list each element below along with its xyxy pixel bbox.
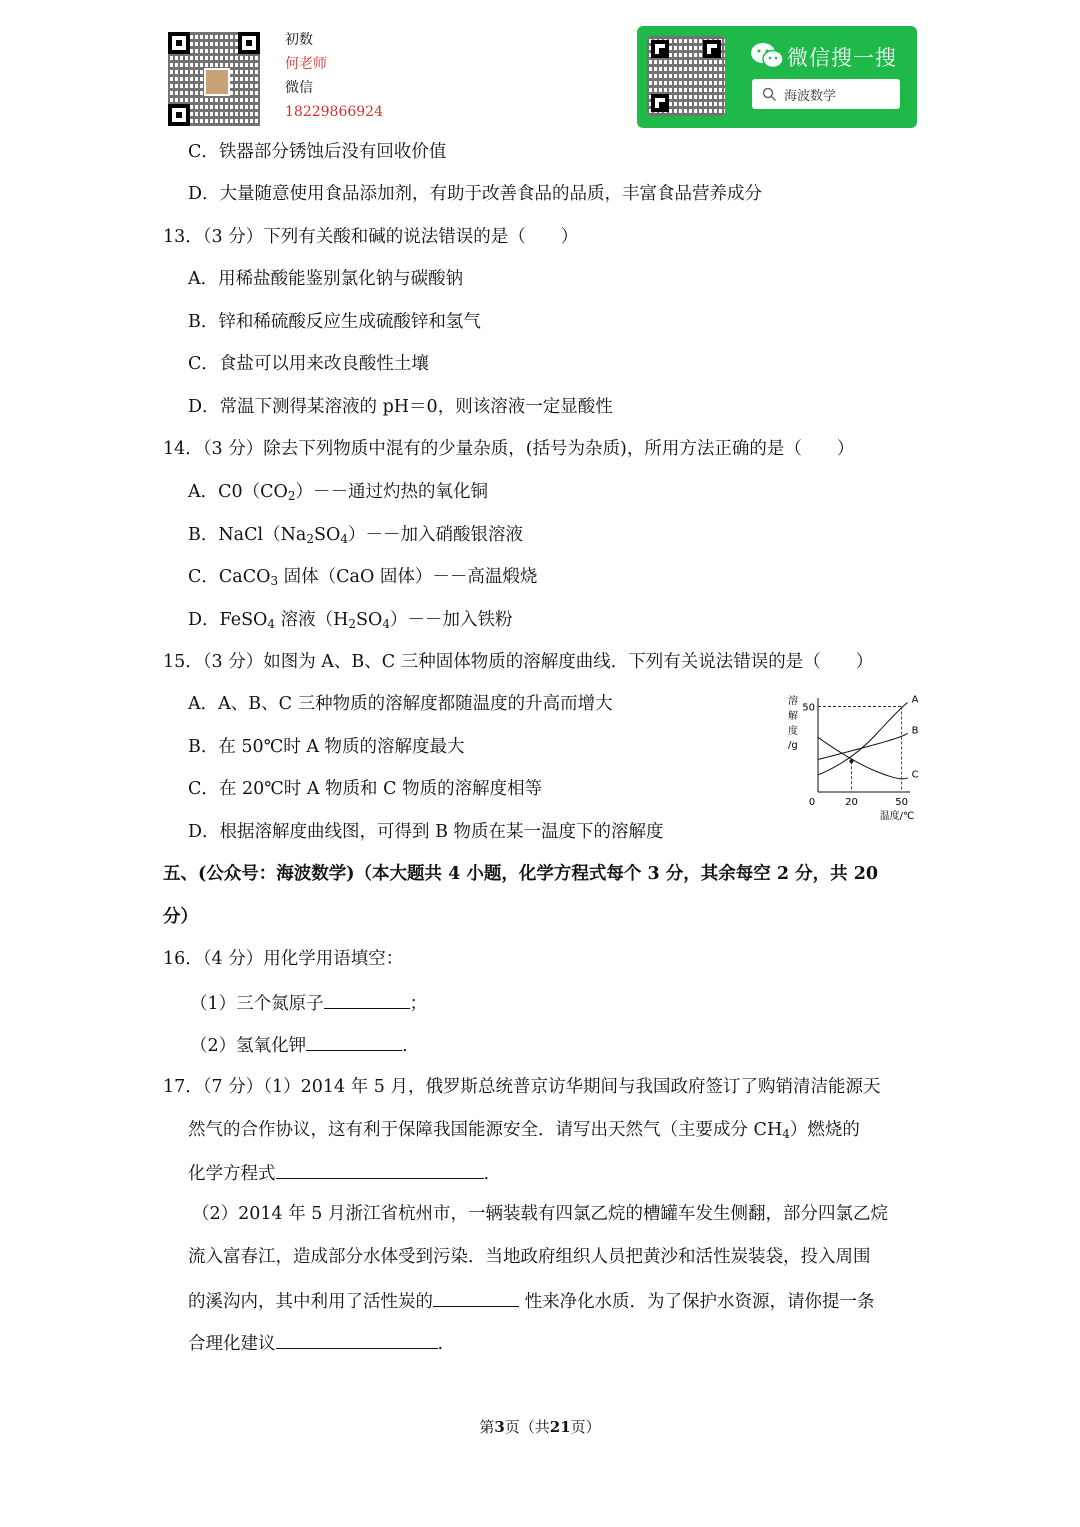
wechat-logo-icon — [750, 42, 784, 70]
section-5-heading-line-2: 分） — [163, 907, 198, 927]
q16-stem: 16．（4 分）用化学用语填空： — [163, 949, 404, 969]
teacher-info-line-1: 初数 — [285, 32, 313, 48]
q16-part-1 — [190, 990, 427, 1016]
page-footer — [0, 1416, 1080, 1437]
intersection-point — [849, 759, 853, 763]
q17-line-6-text: 的溪沟内，其中利用了活性炭的 — [188, 1292, 433, 1312]
wechat-search-box[interactable] — [752, 79, 900, 109]
q15-option-d: D．根据溶解度曲线图，可得到 B 物质在某一温度下的溶解度 — [188, 822, 664, 842]
wechat-title: 微信搜一搜 — [787, 46, 897, 70]
q13-option-b: B．锌和稀硫酸反应生成硫酸锌和氢气 — [188, 312, 481, 332]
q14-b-text-1: B．NaCl（Na — [188, 525, 307, 545]
q16-part-1-end: ； — [409, 994, 428, 1014]
footer-post: 页） — [570, 1418, 601, 1436]
y-tick-label: 50 — [802, 702, 815, 714]
q14-a-text-2: ）－－通过灼热的氧化铜 — [295, 482, 489, 502]
q17-line-2-end: ）燃烧的 — [789, 1120, 860, 1140]
chart-ylabel-2: 解 — [788, 711, 798, 722]
series-a-label: A — [911, 694, 919, 706]
q14-b-text-3: ）－－加入硝酸银溶液 — [347, 525, 523, 545]
q17-line-6-end: 性来净化水质．为了保护水资源，请你提一条 — [519, 1292, 875, 1312]
q16-part-2 — [190, 1032, 408, 1058]
q14-c-sub: 3 — [270, 574, 279, 588]
x-tick-label: 20 — [845, 797, 858, 808]
q17-line-5: 流入富春江，造成部分水体受到污染．当地政府组织人员把黄沙和活性炭装袋，投入周围 — [188, 1247, 871, 1267]
avatar — [204, 68, 230, 96]
q17-line-3-text: 化学方程式 — [188, 1164, 276, 1184]
chart-ylabel-4: /g — [788, 740, 798, 751]
q13-option-c: C．食盐可以用来改良酸性土壤 — [188, 354, 429, 374]
series-c-curve — [818, 737, 908, 779]
q17-line-7 — [188, 1330, 443, 1356]
q17-line-2-text: 然气的合作协议，这有利于保障我国能源安全．请写出天然气（主要成分 CH — [188, 1120, 783, 1140]
teacher-phone: 18229866924 — [285, 104, 383, 120]
wechat-qr-code — [647, 36, 725, 116]
q17-line-1: 17．（7 分）（1）2014 年 5 月，俄罗斯总统普京访华期间与我国政府签订了购销清洁能源天 — [163, 1077, 881, 1097]
q14-c-text-1: C．CaCO — [188, 567, 271, 587]
solubility-chart — [780, 690, 920, 826]
q14-b-sub-2: 4 — [340, 532, 348, 546]
series-c-label: C — [911, 769, 919, 781]
q14-b-sub-1: 2 — [306, 532, 314, 546]
section-5-heading-line-1: 五、(公众号：海波数学)（本大题共 4 小题，化学方程式每个 3 分，其余每空 2 分，共 20 — [163, 864, 879, 884]
answer-blank[interactable] — [306, 1032, 402, 1051]
q15-option-c: C．在 20℃时 A 物质和 C 物质的溶解度相等 — [188, 779, 543, 799]
q17-line-3-end: . — [483, 1164, 490, 1184]
q17-line-7-text: 合理化建议 — [188, 1334, 276, 1354]
footer-pre: 第 — [479, 1418, 495, 1436]
q17-line-2-sub: 4 — [782, 1127, 790, 1141]
q13-stem: 13．（3 分）下列有关酸和碱的说法错误的是（ ） — [163, 227, 579, 247]
footer-page-number: 3 — [494, 1418, 505, 1436]
q15-option-a: A．A、B、C 三种物质的溶解度都随温度的升高而增大 — [188, 694, 613, 714]
q14-option-c — [188, 565, 537, 593]
teacher-info-line-3: 微信 — [285, 80, 313, 96]
q14-d-text-4: ）－－加入铁粉 — [390, 610, 513, 630]
answer-blank[interactable] — [276, 1160, 484, 1179]
q14-d-sub-1: 4 — [267, 617, 276, 631]
search-query: 海波数学 — [784, 89, 837, 104]
wechat-search-panel — [637, 26, 917, 128]
x-tick-label: 50 — [895, 797, 909, 808]
chart-ylabel-1: 溶 — [788, 696, 798, 707]
teacher-qr-code — [168, 32, 260, 126]
answer-blank[interactable] — [433, 1288, 519, 1307]
q16-part-1-text: （1）三个氮原子 — [190, 994, 324, 1014]
q14-d-sub-3: 4 — [382, 617, 391, 631]
q14-stem: 14．（3 分）除去下列物质中混有的少量杂质，(括号为杂质)，所用方法正确的是（ ） — [163, 439, 855, 459]
q14-d-sub-2: 2 — [348, 617, 357, 631]
q15-stem: 15．（3 分）如图为 A、B、C 三种固体物质的溶解度曲线．下列有关说法错误的是（ ） — [163, 652, 874, 672]
q14-d-text-1: D．FeSO — [188, 610, 268, 630]
q14-d-text-2: 溶液（H — [275, 610, 349, 630]
q17-line-4: （2）2014 年 5 月浙江省杭州市，一辆装载有四氯乙烷的槽罐车发生侧翻，部分四氯乙烷 — [192, 1204, 888, 1224]
q13-option-a: A．用稀盐酸能鉴别氯化钠与碳酸钠 — [188, 269, 464, 289]
q12-option-d: D．大量随意使用食品添加剂，有助于改善食品的品质，丰富食品营养成分 — [188, 184, 763, 204]
answer-blank[interactable] — [276, 1330, 438, 1349]
q14-b-text-2: SO — [313, 525, 341, 545]
teacher-info — [285, 28, 383, 124]
q17-line-3 — [188, 1160, 489, 1186]
series-b-label: B — [911, 725, 919, 737]
q14-option-a — [188, 480, 488, 508]
q14-a-text-1: A．C0（CO — [188, 482, 288, 502]
q13-option-d: D．常温下测得某溶液的 pH＝0，则该溶液一定显酸性 — [188, 397, 613, 417]
q17-line-7-end: . — [437, 1334, 444, 1354]
q14-d-text-3: SO — [356, 610, 383, 630]
answer-blank[interactable] — [324, 990, 410, 1009]
q14-option-d — [188, 608, 513, 636]
chart-ylabel-3: 度 — [788, 726, 798, 737]
q16-part-2-text: （2）氢氧化钾 — [190, 1036, 307, 1056]
footer-mid: 页（共 — [504, 1418, 550, 1436]
q14-c-text-2: 固体（CaO 固体）－－高温煅烧 — [278, 567, 538, 587]
q12-option-c: C．铁器部分锈蚀后没有回收价值 — [188, 142, 447, 162]
footer-total-pages: 21 — [549, 1418, 571, 1436]
q14-option-b — [188, 523, 523, 551]
q16-part-2-end: . — [402, 1036, 408, 1056]
q14-a-sub: 2 — [287, 489, 296, 503]
q17-line-6 — [188, 1288, 875, 1314]
search-icon — [762, 87, 777, 102]
chart-xlabel: 温度/℃ — [879, 811, 915, 822]
teacher-name: 何老师 — [285, 56, 327, 72]
x-tick-label: 0 — [808, 797, 816, 808]
q17-line-2 — [188, 1118, 860, 1146]
q15-option-b: B．在 50℃时 A 物质的溶解度最大 — [188, 737, 465, 757]
